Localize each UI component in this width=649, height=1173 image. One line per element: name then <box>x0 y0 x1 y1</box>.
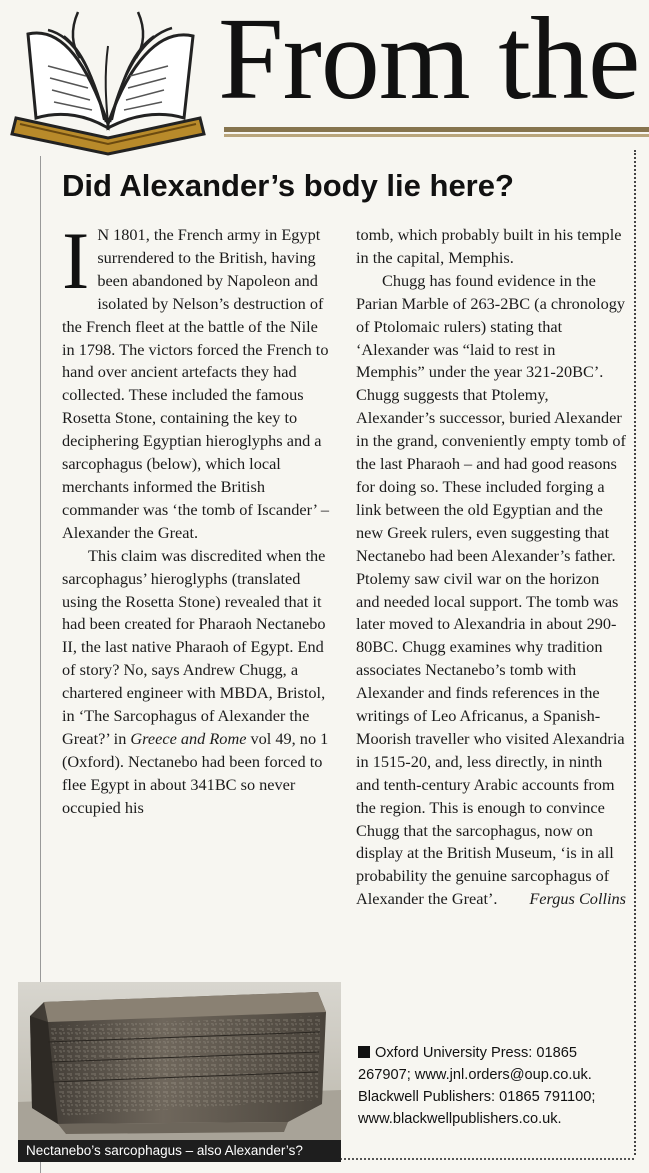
drop-cap: I <box>62 215 90 306</box>
open-book-icon <box>8 6 208 156</box>
paragraph-1-text: N 1801, the French army in Egypt surrendered to the British, having been abandoned by Napoleon and isolated by Nelson’s destruction of the French fleet at the battle of the Nile in 1798. The victors forced the French to hand over ancient artefacts they had collected. These included the famous Rosetta Stone, containing the key to deciphering Egyptian hieroglyphs and a sarcophagus (below), which local merchants informed the British commander was ‘the tomb of Iscander’ – Alexander the Great. <box>62 225 330 542</box>
paragraph-4 <box>356 270 626 911</box>
contact-line-4: www.blackwellpublishers.co.uk. <box>358 1111 562 1127</box>
page-header <box>0 0 649 160</box>
right-dotted-rule <box>634 150 636 1155</box>
paragraph-2-text-end: vol 49, no 1 (Oxford). Nectanebo had been forced to flee Egypt in about 341BC so never occupied his <box>62 728 329 817</box>
article-column-1 <box>62 215 334 820</box>
paragraph-2-text: This claim was discredited when the sarcophagus’ hieroglyphs (translated using the Rosetta Stone) revealed that it had been created for Pharaoh Nectanebo II, the last native Pharaoh of Egypt. End of story? No, says Andrew Chugg, a chartered engineer with MBDA, Bristol, in ‘The Sarcophagus of Alexander the Great?’ in <box>62 545 326 748</box>
contact-info <box>358 1042 634 1130</box>
journal-title: Greece and Rome <box>130 728 247 748</box>
contact-line-2: 267907; www.jnl.orders@oup.co.uk. <box>358 1067 592 1083</box>
contact-line-oup <box>358 1042 634 1064</box>
photo-caption: Nectanebo’s sarcophagus – also Alexander’s? <box>18 1140 341 1162</box>
paragraph-2 <box>62 545 334 820</box>
article-column-2 <box>356 224 626 911</box>
masthead-rule <box>224 127 649 132</box>
square-bullet-icon <box>358 1046 370 1058</box>
masthead-rule-secondary <box>224 134 649 137</box>
paragraph-1 <box>62 215 334 545</box>
sarcophagus-photo <box>18 982 341 1140</box>
masthead-title: From the <box>218 0 640 124</box>
contact-line-3: Blackwell Publishers: 01865 791100; <box>358 1089 596 1105</box>
author-signature: Fergus Collins <box>529 889 626 909</box>
contact-line-1: Oxford University Press: 01865 <box>375 1045 577 1061</box>
paragraph-3: tomb, which probably built in his temple in the capital, Memphis. <box>356 225 622 267</box>
paragraph-4-text: Chugg has found evidence in the Parian Marble of 263-2BC (a chronology of Ptolomaic rulers) stating that ‘Alexander was “laid to rest in Memphis” under the year 321-20BC’. Chugg suggests that Ptolemy, Alexander’s successor, buried Alexander in the grand, conveniently empty tomb of the last Pharaoh – and had good reasons for doing so. These included forging a link between the old Egyptian and the new Greek rulers, even suggesting that Nectanebo had been Alexander’s father. Ptolemy saw civil war on the horizon and needed local support. The tomb was later moved to Alexandria in about 290-80BC. Chugg examines why tradition associates Nectanebo’s tomb with Alexander and finds references in the writings of Leo Africanus, a Spanish-Moorish traveller who visited Alexandria in 1515-20, and, less directly, in ninth and tenth-century Arabic accounts from the region. This is enough to convince Chugg that the sarcophagus, now on display at the British Museum, ‘is in all probability the genuine sarcophagus of Alexander the Great’. <box>356 270 626 909</box>
article-headline: Did Alexander’s body lie here? <box>62 168 514 203</box>
